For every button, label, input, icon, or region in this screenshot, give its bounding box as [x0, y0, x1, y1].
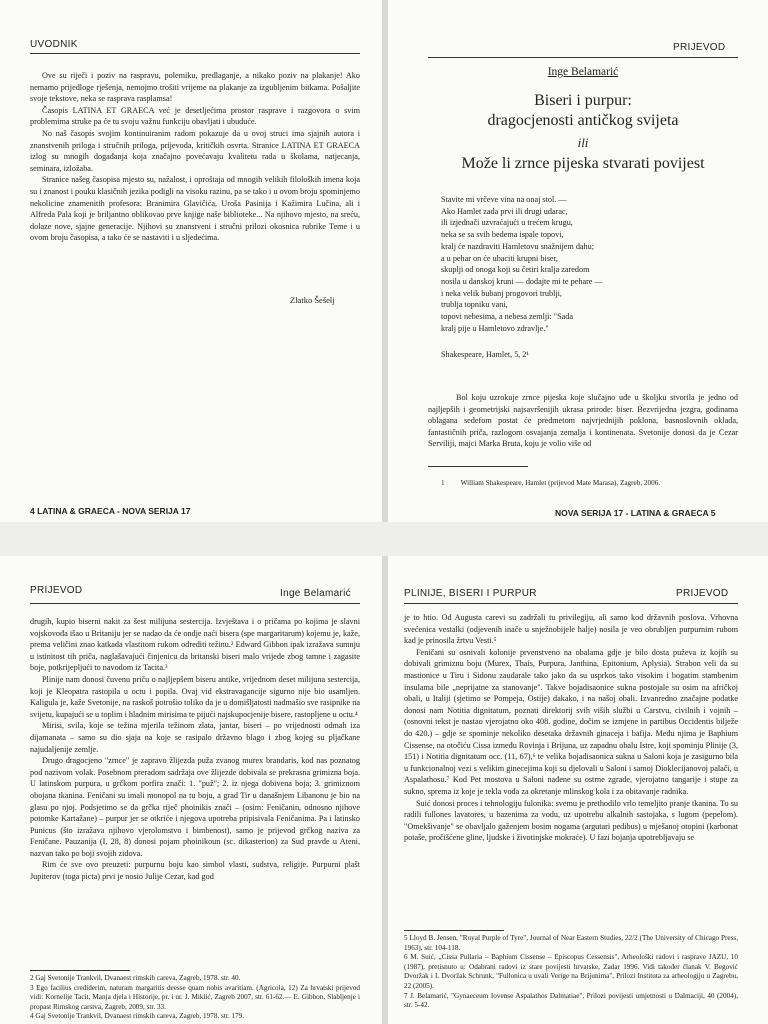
poem-line: skuplji od onoga koji su četiri kralja zaredom	[441, 265, 590, 275]
poem-line: Stavite mi vrčeve vina na onaj stol. —	[441, 195, 567, 204]
footnote-number: 1	[441, 479, 445, 487]
footnote: 4 Gaj Svetonije Trankvil, Dvanaest rimskih careva, Zagreb, 1978. str. 179.	[30, 1012, 244, 1021]
article-title-line: Može li zrnce pijeska stvarati povijest	[461, 155, 705, 172]
article-text	[404, 612, 738, 844]
paragraph: Drugo dragocjeno "zrnce" je zapravo žlijezda puža zvanog murex brandaris, kod nas poznatog pod nazivom volak. Posebnom preradom sadržaja ove žlijezde dobivala se prekrasna grimizna boja. U latinskom purpura, u grčkom porfira znači: 1. "puž"; 2. iz njega dobivena boja; 3. grimiznom obojana tkanina. Feničani su imali monopol na tu boju, a grad Tir u današnjem Libanonu je bio na glasu po njoj. Podsjetimo se da grčka riječ phoinikis znači – (osim: Feničanin, odnosno njihove potomke Kartažane) – purpur jer se otkriće i njegova upotreba pripisivala Feničanima. Pa i latinsko Punicus (što izražava njihovo vjerolomstvo i bimbenost), samo je prijevod grčkog naziva za Feničane. Pauzanija (I, 28, 8) donosi pojam phoinikoun (sc. dikasterion) za Sud pravde u Ateni, nazvan tako po boji svojih zidova.	[30, 756, 360, 858]
header-rule	[428, 57, 738, 58]
footnote	[441, 472, 731, 490]
footnote-text: William Shakespeare, Hamlet (prijevod Mate Marasa), Zagreb, 2006.	[460, 479, 661, 487]
poem-line: topovi nebesima, a nebesa zemlji: "Sada	[441, 312, 574, 322]
poem-line: neka se sa svih bedema ispale topovi,	[441, 230, 564, 240]
article-text	[30, 616, 360, 883]
footnote: 6 M. Suić, „Cissa Pullaria – Baphium Cissense – Episcopus Cessensis", Arheološki radovi i rasprave JAZU, 10 (1987), pretisnuto u: Odabrani radovi iz stare povijesti hrvatske, Zadar 1996. Vidi također članak V. Begović Dvoržak i I. Dvoržak Schrunk, "Fullonica u uvali Verige na Brijunima", Prilozi Instituta za arheologiju u Zagrebu, 22 (2005).	[404, 953, 738, 990]
footnote-rule	[30, 970, 130, 971]
paragraph: Plinije nam donosi čuvenu priču o najljepšem biseru antike, vrijednom deset milijuna sestercija, koji je Kleopatra rastopila u octu i popila. Ovaj vid ekstravagancije sigurno nije bio usamljen. Kaligula je, kaže Svetonije, na raskoš potrošio toliko da je u domišljatosti nadmašio sve rasipnike na svijetu, kupajući se u toplim i hladnim mirisima te pijući najskupocjenije bisere, rastopljene u octu.⁴	[30, 674, 360, 719]
paragraph: Ove su riječi i poziv na raspravu, polemiku, predlaganje, a nikako poziv na plakanje! Ako nemamo prijedloge rješenja, nemojmo trošiti vrijeme na plakanje za izgubljenim bitkama. Pošaljite svoje tekstove, neka se rasprava rasplamsa!	[30, 71, 360, 104]
footnote: 3 Ego facilius crediderim, naturam margaritis deesse quam nobis avaritiam. (Agricola, 12) Za hrvatski prijevod vidi: Kornelije Tacit, Manja djela i Historije, pr. i ur. J. Miklić, Zagreb 2007, str. 61-62.— E. Gibbon, Slabljenje i propast Rimskog carstva, Zagreb, 2009, str. 33.	[30, 983, 360, 1011]
article-title-line: Biseri i purpur:	[534, 92, 632, 109]
header-rule	[30, 53, 360, 54]
poem-line: kralj pije u Hamletovo zdravlje."	[441, 323, 549, 333]
vertical-gutter-bottom	[382, 556, 388, 1024]
page-header-left: PRIJEVOD	[30, 585, 83, 596]
paragraph: Feničani su osnivali kolonije prvenstveno na obalama gdje je bilo dosta puževa iz kojih su dobivali grimiznu boju (Murex, Thais, Purpura, Janthina, Epitonium, Aplysia). Strabon veli da su mastionice u Tiru i Sidonu zaudarale tako jako da su usprkos tako visokim i bogatim stambenim insulama bile „neprijatne za stanovanje". Takve bojadisaonice sukna postojale su osim na afričkoj obali, u Italiji (sjetimo se Pompeja, Ostije) dakako, i na našoj obali. Izvanredno značajne podatke donosi nam Notitia dignitatum, poznati direktorij svih viših službi u Carstvu, civilnih i vojnih – (osnovni tekst je nastao vjerojatno oko 408. godine, dočim se izmjene in partibus Occidentis bilježe do 420.) – gdje se spominje nekoliko desetaka državnih ginaceja i bafija. Među njima je Baphium Cissense, na otočiću Cissa između Rovinja i Brijuna, uz zapadnu obalu Istre, koji spominju Plinije (3, 151) i Notitia dignitatum occ. (11, 67),⁶ te velika bojadisaonica sukna u Saloni koja je zasigurno bila u funkcionalnoj vezi s velikim ginecejima koji su djelovali u Saloni i samoj Dioklecijanovoj palači, u Aspalathosu.⁷ Kod Pet mostova u Saloni nađene su ostrne zgrade, vjerojatno tangarije i stupe za sukno, sprema iz koje je tekla voda za okretanje mlinskog kola i za obitavanje radnika.	[404, 647, 738, 796]
poem-line: trublja topniku vani,	[441, 300, 508, 310]
editorial-text	[30, 70, 360, 244]
paragraph: Mirisi, svila, koje se težina mjerila težinom zlata, jantar, biseri – po vrijednosti odmah iza dijamanata – samo su dio sjaja na koje se rasipalo državno blago i zbog kojeg su pljačkane najudaljenije zemlje.	[30, 721, 360, 754]
paragraph: No naš časopis svojim kontinuiranim radom pokazuje da u ovoj struci ima sjajnih autora i znanstvenih priloga i stručnih priloga, prijevoda, kritičkih osvrta. Stranice LATINA ET GRAECA izlog su mnogih događanja koja značajno povećavaju kvalitetu rada u školama, natjecanja, seminara, izložaba.	[30, 128, 360, 173]
poem-line: ili izjednači uzvraćajući u trećem krugu,	[441, 218, 573, 228]
poem-source: Shakespeare, Hamlet, 5, 2¹	[441, 350, 529, 359]
poem	[441, 194, 721, 334]
paragraph: Rim će sve ovo preuzeti: purpurnu boju kao simbol vlasti, sudstva, religije. Purpurni plašt Jupiterov (toga picta) prvi je nosio Julije Cezar, kad god	[30, 860, 360, 882]
header-rule	[404, 603, 738, 604]
page-footer: 4 LATINA & GRAECA - NOVA SERIJA 17	[30, 506, 191, 516]
paragraph: Stranice našeg časopisa mjesto su, nažalost, i oproštaja od mnogih velikih filoloških imena koja su i znanost i pouku klasičnih jezika podigli na visoku razinu, pa se tako i u ovom broju spominjemo nekolicine znamenitih profesora: Branimira Glavičića, Uroša Pasinija i Kažimira Lučina, ali i Alfreda Pala koji je briljantno oblikovao prve knjige naše biblioteke... Na njihovo mjesto, na sreću, dolaze nove, sjajne generacije. Njihovi su znanstveni i stručni prilozi okosnica rubrike Teme i u ovom broju časopisa, a tako će se nastaviti i u sljedećima.	[30, 175, 360, 243]
footnotes	[30, 974, 360, 1022]
poem-line: kralj će nazdraviti Hamletovu snažnijem dahu;	[441, 241, 595, 251]
page-header-right: PRIJEVOD	[676, 588, 729, 599]
page-header-right: Inge Belamarić	[280, 588, 351, 599]
page-header: UVODNIK	[30, 39, 78, 50]
footnotes	[404, 934, 738, 1011]
page-header: PRIJEVOD	[673, 42, 726, 53]
paragraph: Bol koju uzrokuje zrnce pijeska koje slučajno uđe u školjku stvorila je jedno od najljepših i geometrijski najsavršenijih ukrasa prirode: biser. Bezvrijedna jezgra, godinama oblagana sedefom postat će predmetom najvrjednijih poklona, basnoslovnih oklada, fantastičnih priča, razlogom osvajanja zemalja i kontinenata. Svetonije donosi da je Cezar Serviliji, majci Marka Bruta, koju je volio više od	[428, 393, 738, 449]
paragraph: je to htio. Od Augusta carevi su zadržali tu privilegiju, ali samo kod državnih poslova. Vrhovna svećenica vestalki (odjevenih inače u snježnobijele halje) nosila je veo obrubljen purpurnim rubom kad je prinosila žrtvu Vesti.⁵	[404, 613, 738, 646]
horizontal-gutter	[0, 522, 768, 556]
vertical-gutter-top	[382, 0, 388, 522]
poem-line: a u pehar on će ubaciti krupni biser,	[441, 253, 558, 263]
poem-line: nosila u danskoj kruni — dodajte mi te pehare —	[441, 276, 603, 286]
header-rule	[30, 603, 360, 604]
article-author: Inge Belamarić	[547, 66, 619, 78]
footnote: 7 J. Belamarić, "Gynaeceum Iovense Aspalathos Dalmatiae", Prilozi povijesti umjetnosti u Dalmaciji, 40 (2004), str. 5-42.	[404, 991, 738, 1010]
footnote-rule	[428, 466, 528, 467]
poem-line: Ako Hamlet zada prvi ili drugi udarac,	[441, 206, 568, 216]
paragraph: Suić donosi proces i tehnologiju fulonika: svemu je prethodilo vrlo temeljito pranje tkanina. To su radili fullones lavatores, u bazenima za vodu, uz upotrebu alkalnih sastojaka, s lugom (pepelom). "Omekšivanje" se obavljalo gaženjem bosim nogama (argutari pedibus) u mješanoj otopini (karbonat potaše, pročišćene gline, ljudske i životinjske mokraće). U fazi bojanja upotrebljavaju se	[404, 798, 738, 843]
article-title-ili: ili	[577, 135, 589, 150]
article-text	[428, 392, 738, 450]
signature: Zlatko Šešelj	[290, 295, 335, 305]
paragraph: drugih, kupio biserni nakit za šest milijuna sestercija. Izvještava i o pričama po kojima je slavni vojskovođa išao u Britaniju jer se nadao da će ondje naći bisera (spe margaritarum) kojemu je, kaže, prema veličini znao katkada vlastitom rukom odrediti težinu.² Edward Gibbon ipak izražava sumnju u istinitost tih priča, naglašavajući činjenicu da britanski biseri malo vrijede zbog tamne i zagasite boje, potkrijepljući to navodom iz Tacita.³	[30, 617, 360, 673]
page-header-left: PLINIJE, BISERI I PURPUR	[404, 588, 537, 599]
page-footer: NOVA SERIJA 17 - LATINA & GRAECA 5	[555, 508, 716, 518]
footnote: 5 Lloyd B. Jensen, "Royal Purple of Tyre", Journal of Near Eastern Studies, 22/2 (The University of Chicago Press, 1963), str. 104-118.	[404, 934, 738, 952]
article-title-line: dragocjenosti antičkog svijeta	[487, 112, 679, 129]
footnote-rule	[404, 930, 504, 931]
paragraph: Časopis LATINA ET GRAECA već je desetljećima prostor rasprave i razgovora o svim problemima struke pa će tu svoju važnu funkciju obavljati i ubuduće.	[30, 105, 360, 127]
poem-line: i neka velik bubanj progovori trublji,	[441, 288, 562, 298]
footnote: 2 Gaj Svetonije Trankvil, Dvanaest rimskih careva, Zagreb, 1978. str. 40.	[30, 974, 241, 982]
